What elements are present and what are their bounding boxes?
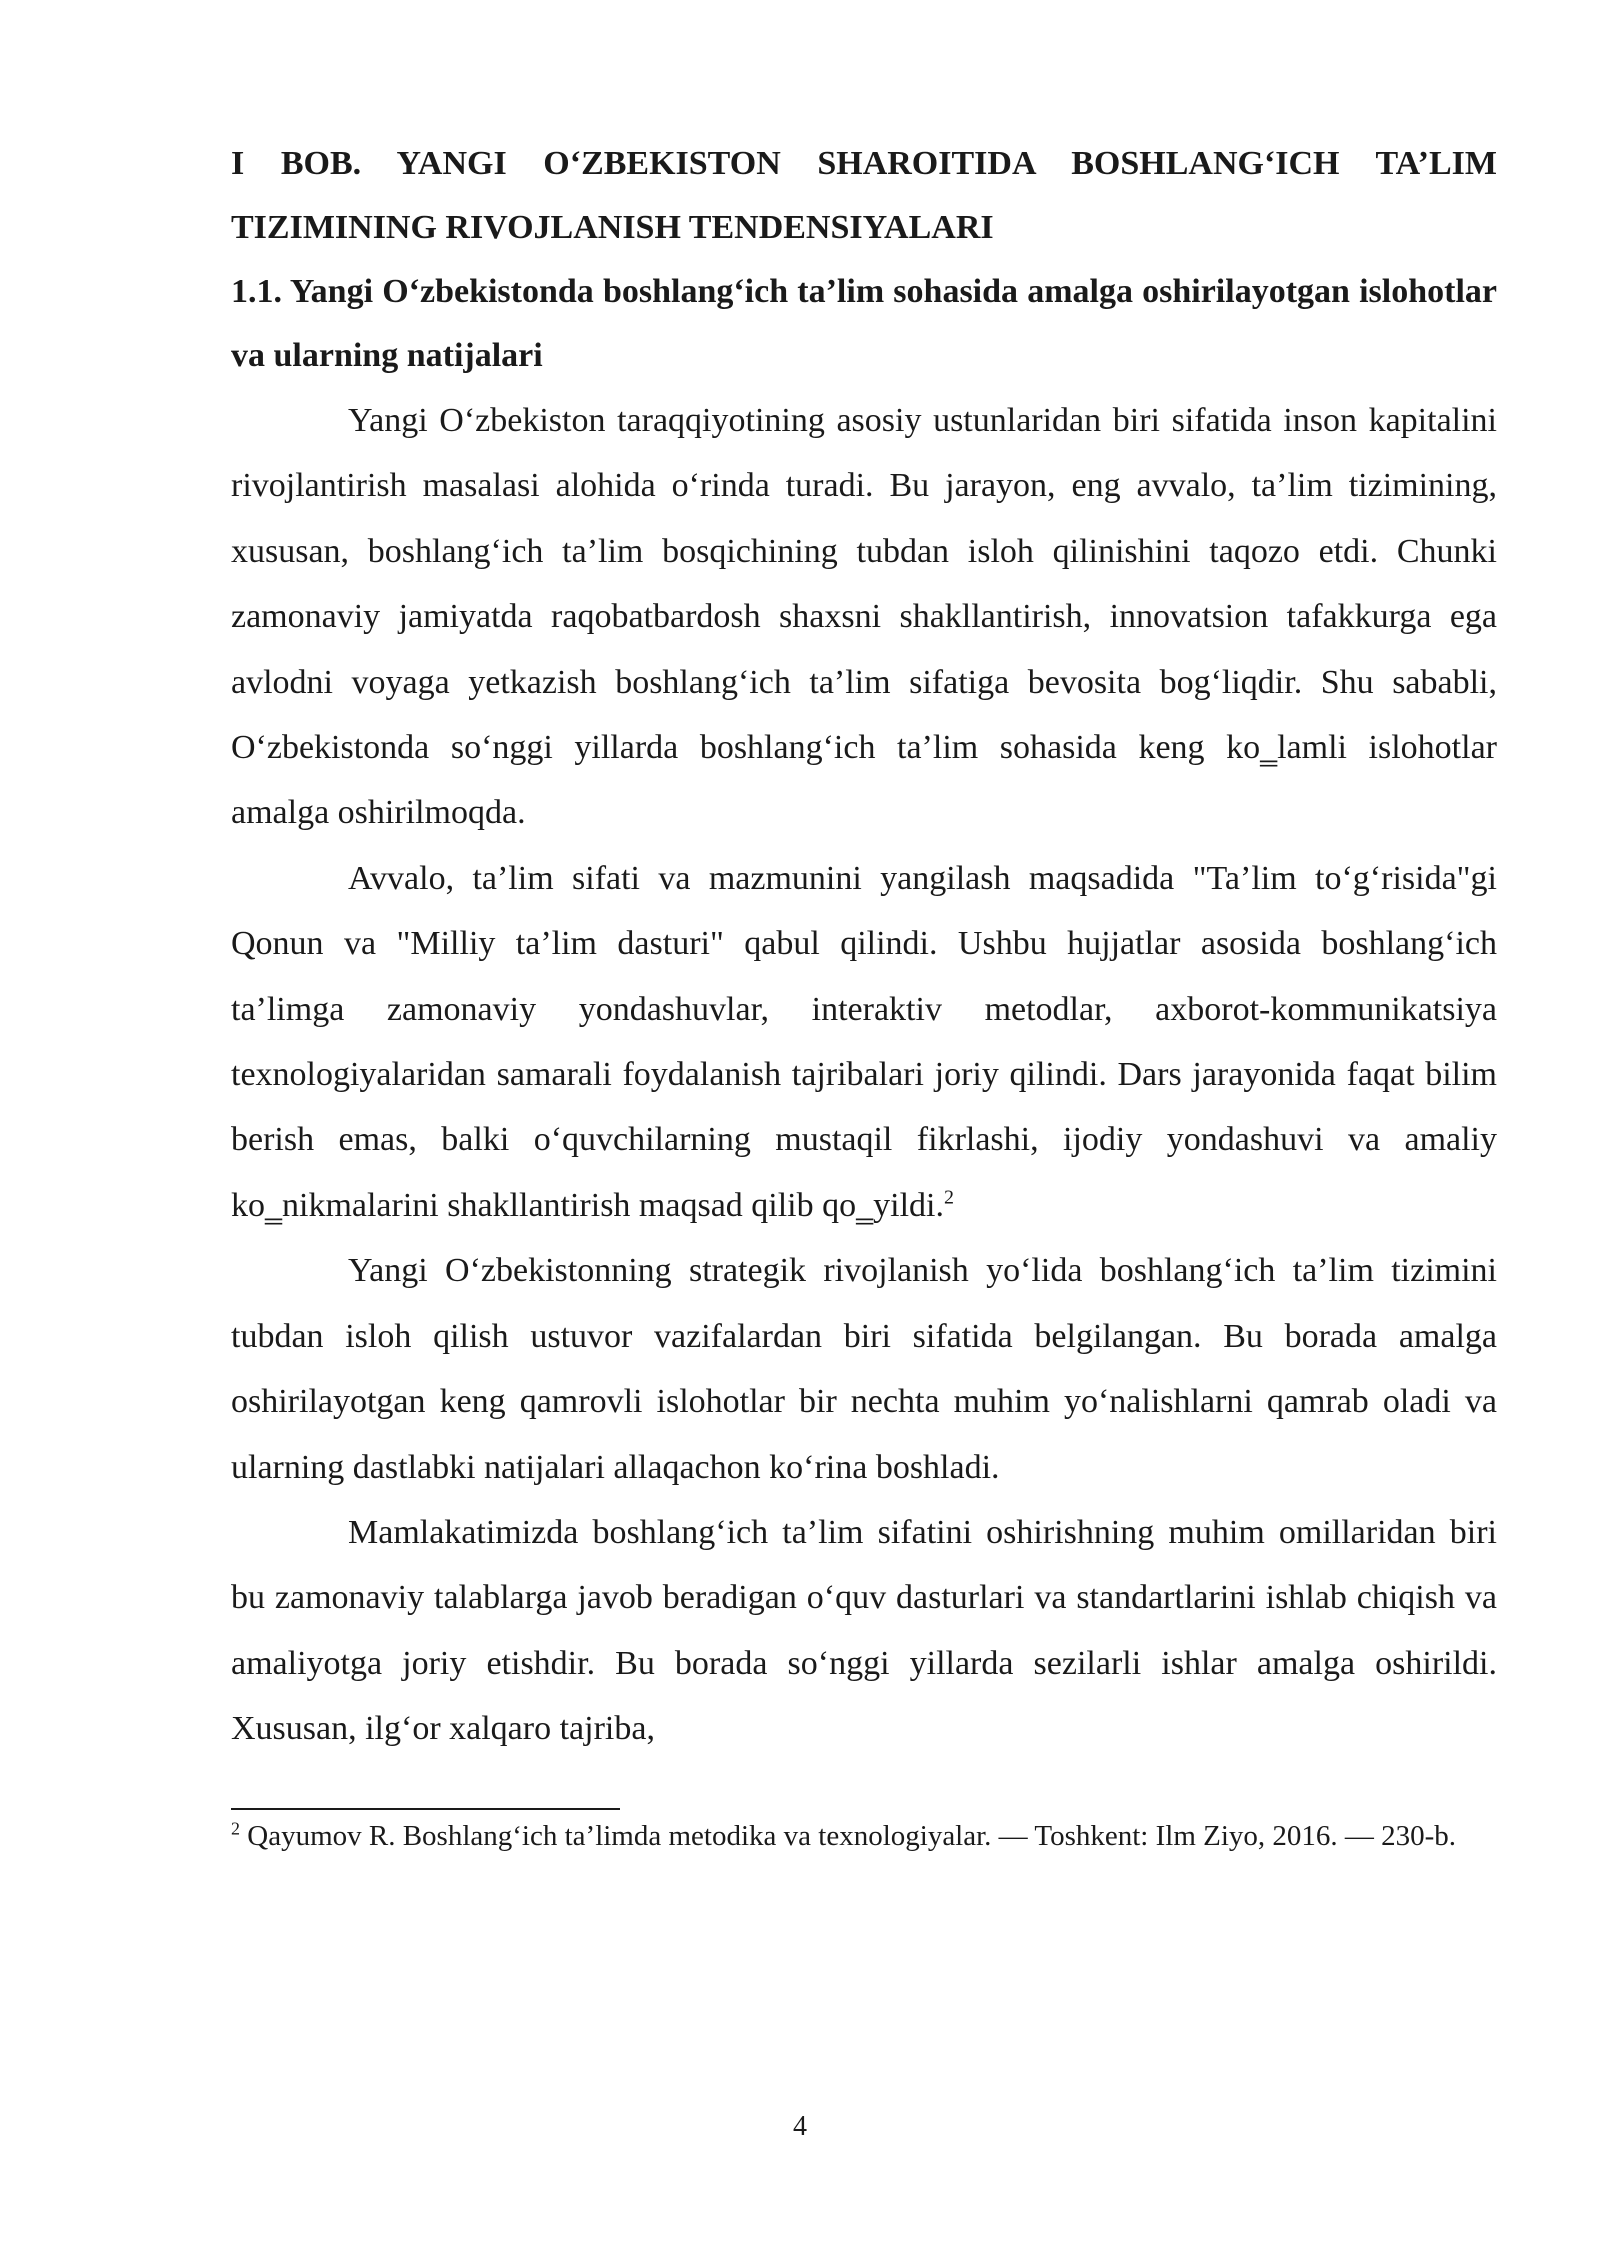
paragraph xyxy=(231,388,1497,846)
paragraph xyxy=(231,1238,1497,1500)
paragraph-text: Yangi O‘zbekistonning strategik rivojlanish yo‘lida boshlang‘ich ta’lim tizimini tubdan isloh qilish ustuvor vazifalardan biri sifatida belgilangan. Bu borada amalga oshirilayotgan keng qamrovli islohotlar bir nechta muhim yo‘nalishlarni qamrab oladi va ularning dastlabki natijalari allaqachon ko‘rina boshladi. xyxy=(231,1252,1497,1486)
footnote-number: 2 xyxy=(231,1818,240,1839)
chapter-title: I BOB. YANGI O‘ZBEKISTON SHAROITIDA BOSHLANG‘ICH TA’LIM TIZIMINING RIVOJLANISH TENDENSIYALARI xyxy=(231,145,1497,246)
footnote-text: Qayumov R. Boshlang‘ich ta’limda metodika va texnologiyalar. — Toshkent: Ilm Ziyo, 2016. — 230-b. xyxy=(247,1820,1457,1852)
section-title: 1.1. Yangi O‘zbekistonda boshlang‘ich ta’lim sohasida amalga oshirilayotgan islohotlar va ularning natijalari xyxy=(231,273,1497,374)
paragraph-text: Avvalo, ta’lim sifati va mazmunini yangilash maqsadida "Ta’lim to‘g‘risida"gi Qonun va "Milliy ta’lim dasturi" qabul qilindi. Ushbu hujjatlar asosida boshlang‘ich ta’limga zamonaviy yondashuvlar, interaktiv metodlar, axborot-kommunikatsiya texnologiyalaridan samarali foydalanish tajribalari joriy qilindi. Dars jarayonida faqat bilim berish emas, balki o‘quvchilarning mustaqil fikrlashi, ijodiy yondashuvi va amaliy ko‗nikmalarini shakllantirish maqsad qilib qo‗yildi. xyxy=(231,859,1497,1224)
paragraph xyxy=(231,1500,1497,1762)
paragraph xyxy=(231,846,1497,1238)
paragraph-text: Yangi O‘zbekiston taraqqiyotining asosiy ustunlaridan biri sifatida inson kapitalini rivojlantirish masalasi alohida o‘rinda turadi. Bu jarayon, eng avvalo, ta’lim tizimining, xususan, boshlang‘ich ta’lim bosqichining tubdan isloh qilinishini taqozo etdi. Chunki zamonaviy jamiyatda raqobatbardosh shaxsni shakllantirish, innovatsion tafakkurga ega avlodni voyaga yetkazish boshlang‘ich ta’lim sifatiga bevosita bog‘liqdir. Shu sababli, O‘zbekistonda so‘nggi yillarda boshlang‘ich ta’lim sohasida keng ko‗lamli islohotlar amalga oshirilmoqda. xyxy=(231,402,1497,832)
footnote-reference[interactable]: 2 xyxy=(943,1186,954,1209)
paragraph-text: Mamlakatimizda boshlang‘ich ta’lim sifatini oshirishning muhim omillaridan biri bu zamonaviy talablarga javob beradigan o‘quv dasturlari va standartlarini ishlab chiqish va amaliyotga joriy etishdir. Bu borada so‘nggi yillarda sezilarli ishlar amalga oshirildi. Xususan, ilg‘or xalqaro tajriba, xyxy=(231,1513,1497,1748)
page-number: 4 xyxy=(793,2111,807,2142)
page-body xyxy=(231,132,1497,1762)
footnote xyxy=(231,1808,1497,1865)
